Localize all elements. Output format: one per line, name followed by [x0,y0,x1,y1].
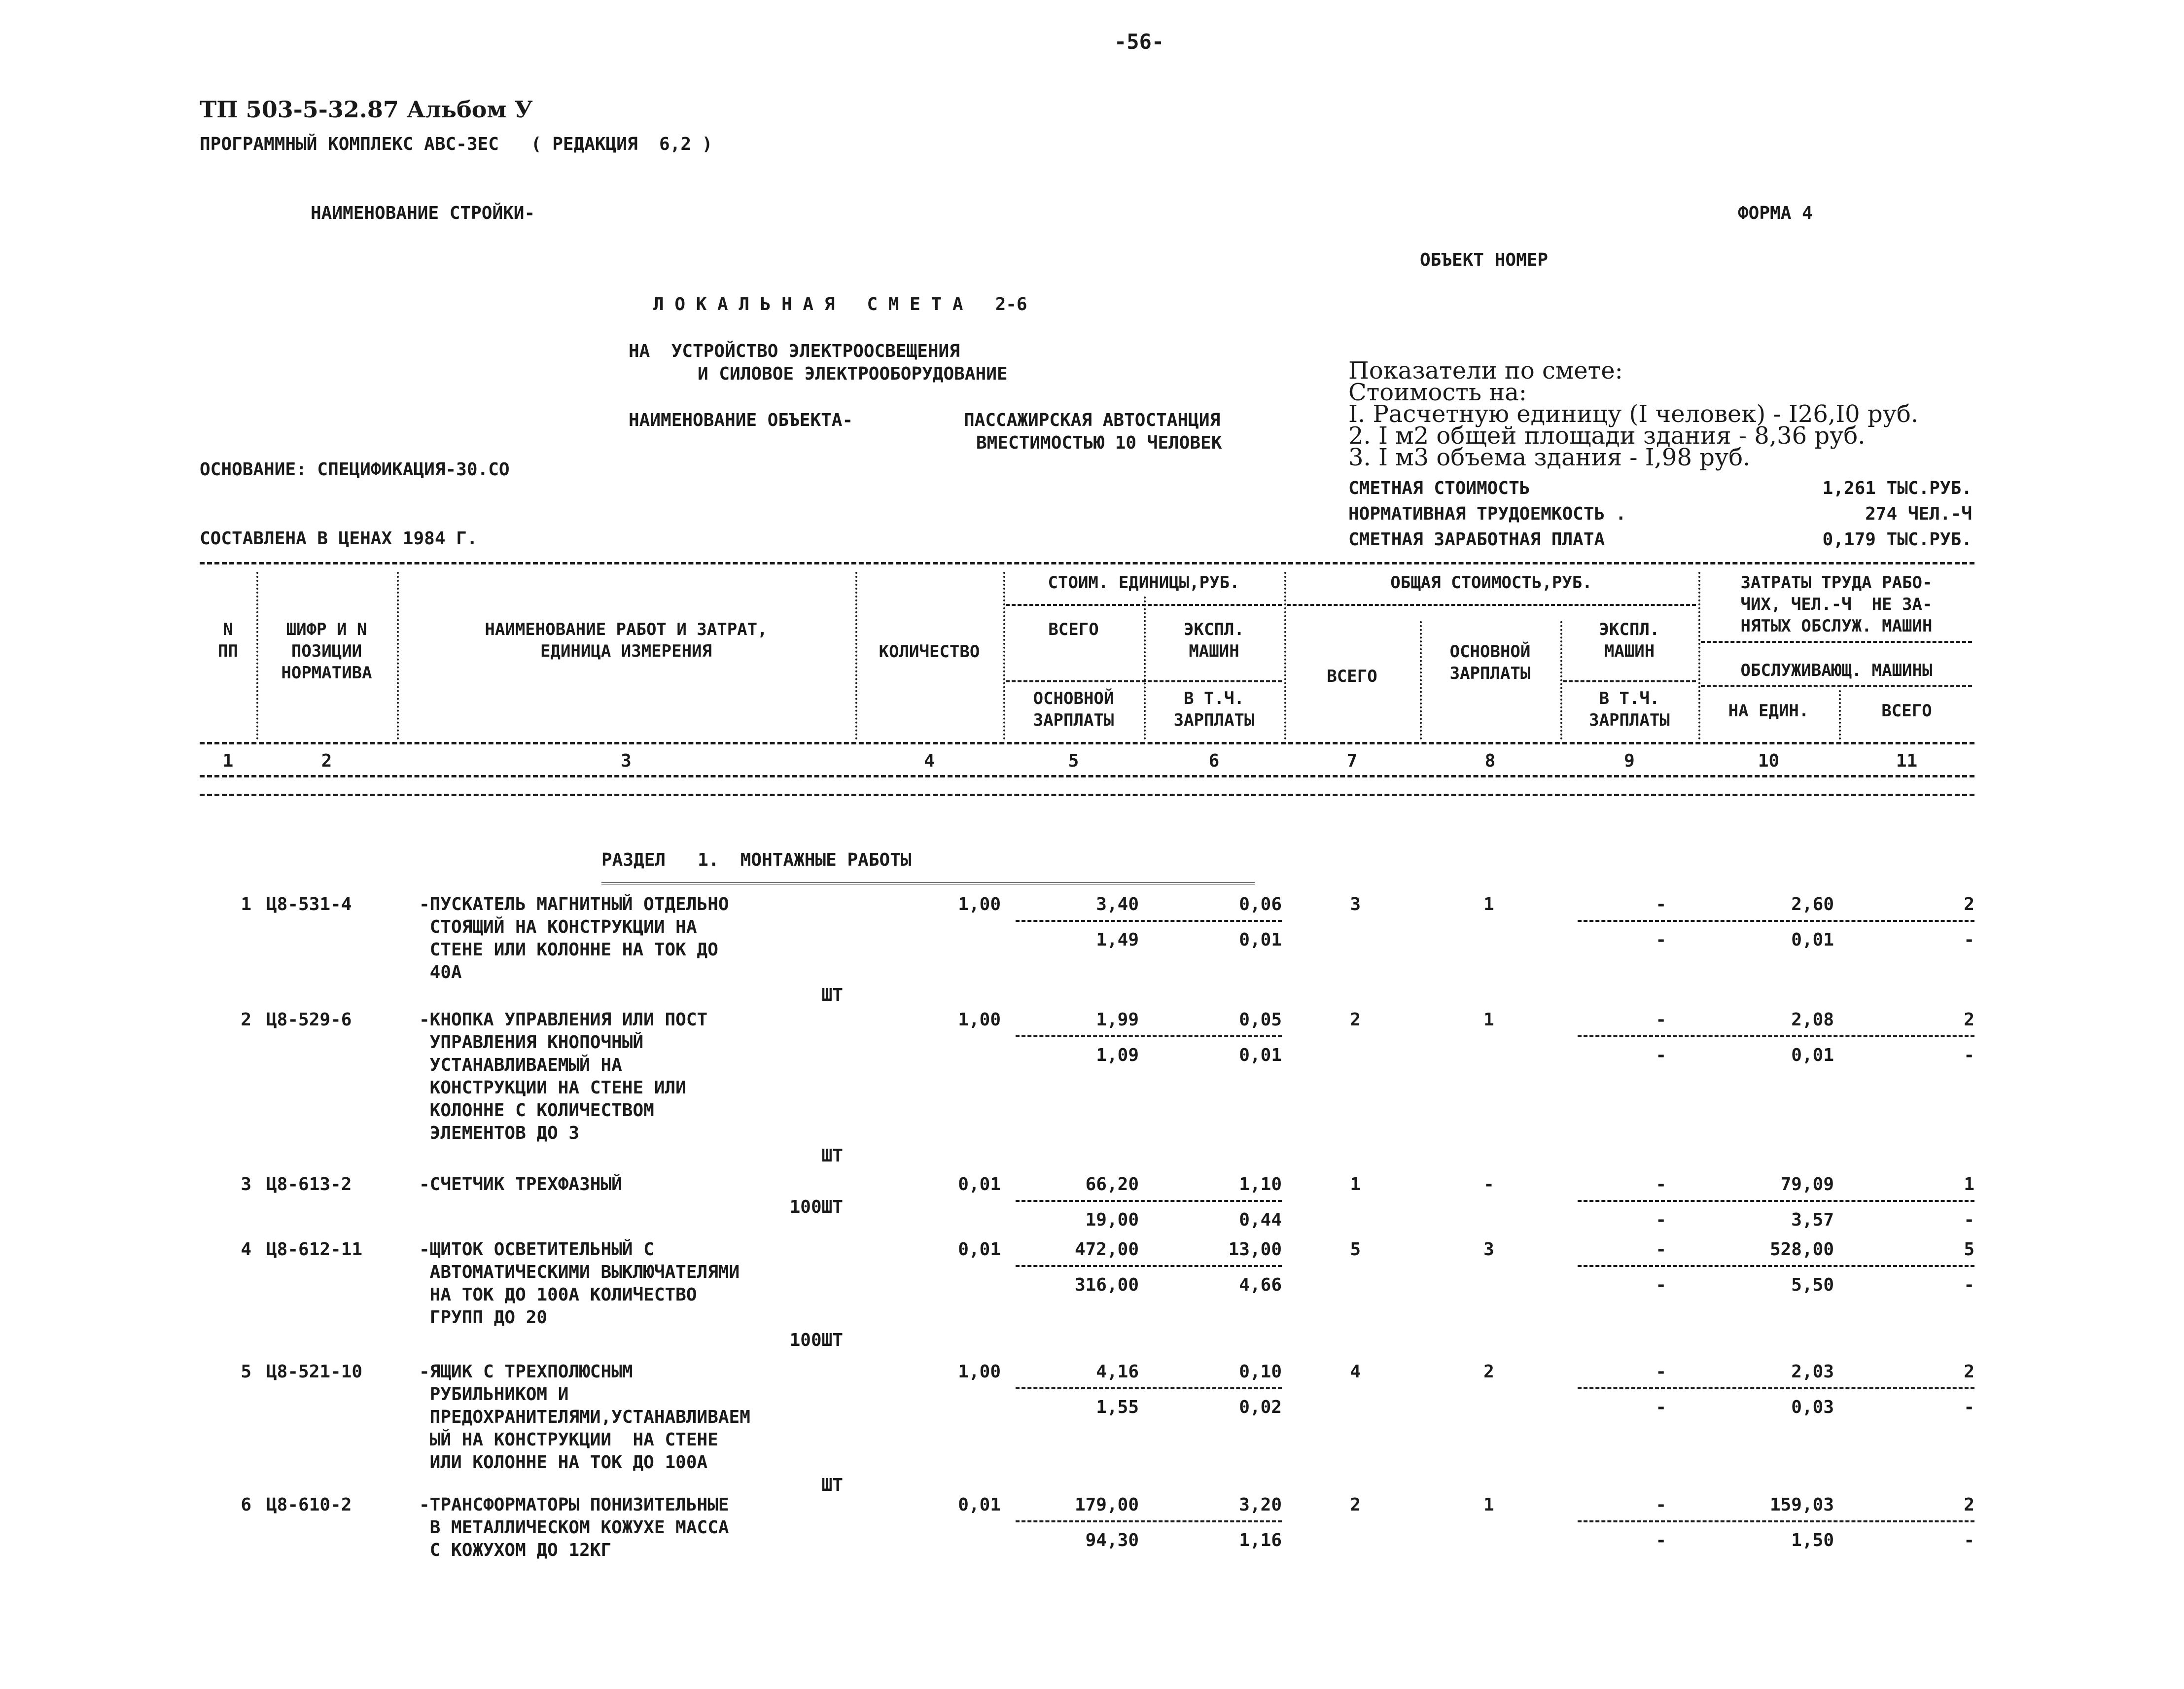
row-labor-all: 5 [1964,1239,1974,1260]
row-unit-total: 179,00 [1074,1495,1139,1515]
indicators-cost-on: Стоимость на: [1348,379,1527,406]
row-total-machine: - [1656,1495,1666,1515]
summary-label-labor: НОРМАТИВНАЯ ТРУДОЕМКОСТЬ . [1348,504,1626,524]
row-unit-total: 4,16 [1096,1362,1139,1382]
row-unit-total: 3,40 [1096,894,1139,915]
row-labor-unit-2: 1,50 [1791,1530,1834,1550]
row-code: Ц8-521-10 [266,1362,363,1382]
row-labor-all-2: - [1964,1275,1974,1295]
row-total-incl-wage: - [1656,930,1666,950]
hdr-total-cost-rule [1287,604,1696,606]
construction-label: НАИМЕНОВАНИЕ СТРОЙКИ- [311,203,535,223]
row-name: -ПУСКАТЕЛЬ МАГНИТНЫЙ ОТДЕЛЬНО СТОЯЩИЙ НА КОНСТРУКЦИИ НА СТЕНЕ ИЛИ КОЛОННЕ НА ТОК ДО 40А [419,894,729,983]
row-unit: ШТ [821,1146,843,1166]
row-unit-split [1016,1035,1282,1037]
row-quantity: 0,01 [958,1174,1001,1195]
col-num-8: 8 [1484,751,1496,771]
row-total-machine: - [1656,1239,1666,1260]
hdr-code: ШИФР И N ПОЗИЦИИ НОРМАТИВА [281,620,372,683]
hdr-quantity: КОЛИЧЕСТВО [879,642,980,662]
col-sep-6 [1284,572,1286,739]
row-labor-all-2: - [1964,1397,1974,1417]
row-name: -КНОПКА УПРАВЛЕНИЯ ИЛИ ПОСТ УПРАВЛЕНИЯ КНОПОЧНЫЙ УСТАНАВЛИВАЕМЫЙ НА КОНСТРУКЦИИ НА СТЕНЕ ИЛИ КОЛОННЕ С КОЛИЧЕСТВОМ ЭЛЕМЕНТОВ ДО 3 [419,1010,708,1143]
row-unit-split [1016,1387,1282,1389]
row-labor-unit: 79,09 [1780,1174,1834,1195]
row-total-machine: - [1656,1362,1666,1382]
col-num-11: 11 [1896,751,1918,771]
row-total-split [1578,1035,1974,1037]
row-labor-all: 2 [1964,1362,1974,1382]
row-labor-all-2: - [1964,930,1974,950]
row-code: Ц8-531-4 [266,894,352,915]
row-labor-all: 2 [1964,1010,1974,1030]
hdr-labor-rule [1701,641,1972,643]
row-total-base-wage: 1 [1483,894,1494,915]
row-labor-all: 2 [1964,1495,1974,1515]
summary-label-cost: СМЕТНАЯ СТОИМОСТЬ [1348,478,1530,498]
row-unit-machine: 0,10 [1239,1362,1282,1382]
hdr-total-all: ВСЕГО [1327,667,1377,686]
row-unit-split [1016,920,1282,922]
hdr-total-incl-wage: В Т.Ч. ЗАРПЛАТЫ [1589,689,1670,730]
row-labor-unit-2: 0,01 [1791,1045,1834,1065]
column-numbers-rule-2 [200,794,1974,796]
row-unit-incl-wage: 1,16 [1239,1530,1282,1550]
hdr-labor-rule-2 [1701,685,1972,687]
col-num-6: 6 [1208,751,1220,771]
row-total-incl-wage: - [1656,1210,1666,1230]
row-total-base-wage: 1 [1483,1495,1494,1515]
row-labor-all: 1 [1964,1174,1974,1195]
row-labor-unit: 2,08 [1791,1010,1834,1030]
row-total-base-wage: 1 [1483,1010,1494,1030]
row-unit-split [1016,1265,1282,1267]
album-stamp: ТП 503-5-32.87 Альбом У [200,96,533,123]
col-num-10: 10 [1758,751,1780,771]
row-total-machine: - [1656,894,1666,915]
hdr-labor: ЗАТРАТЫ ТРУДА РАБО- ЧИХ, ЧЕЛ.-Ч НЕ ЗА- НЯТЫХ ОБСЛУЖ. МАШИН [1740,573,1933,636]
purpose-line-2: И СИЛОВОЕ ЭЛЕКТРООБОРУДОВАНИЕ [698,364,1008,384]
summary-label-wage: СМЕТНАЯ ЗАРАБОТНАЯ ПЛАТА [1348,529,1605,550]
row-number: 5 [241,1362,251,1382]
object-name-line-2: ВМЕСТИМОСТЬЮ 10 ЧЕЛОВЕК [976,433,1222,453]
row-number: 3 [241,1174,251,1195]
header-bottom-rule [200,742,1974,744]
hdr-name: НАИМЕНОВАНИЕ РАБОТ И ЗАТРАТ, ЕДИНИЦА ИЗМЕРЕНИЯ [485,620,768,661]
row-labor-all-2: - [1964,1045,1974,1065]
hdr-unit-incl-wage: В Т.Ч. ЗАРПЛАТЫ [1173,689,1255,730]
col-num-2: 2 [321,751,332,771]
row-number: 4 [241,1239,251,1260]
row-total-all: 1 [1350,1174,1361,1195]
hdr-unit-cost-rule-2 [1006,680,1282,682]
summary-value-cost: 1,261 ТЫС.РУБ. [1822,478,1972,498]
row-total-all: 3 [1350,894,1361,915]
hdr-unit-cost-rule [1006,604,1282,606]
row-unit-incl-wage: 0,44 [1239,1210,1282,1230]
row-labor-unit: 159,03 [1769,1495,1834,1515]
hdr-unit-cost: СТОИМ. ЕДИНИЦЫ,РУБ. [1048,573,1240,593]
row-code: Ц8-613-2 [266,1174,352,1195]
indicator-line-3: 3. I м3 объема здания - I,98 руб. [1348,444,1751,471]
object-name-line-1: ПАССАЖИРСКАЯ АВТОСТАНЦИЯ [964,410,1221,430]
row-unit-base-wage: 1,49 [1096,930,1139,950]
row-unit-total: 66,20 [1085,1174,1139,1195]
row-total-incl-wage: - [1656,1275,1666,1295]
row-total-base-wage: - [1483,1174,1494,1195]
row-quantity: 1,00 [958,1010,1001,1030]
row-unit-incl-wage: 0,02 [1239,1397,1282,1417]
hdr-unit-total: ВСЕГО [1048,620,1099,639]
row-labor-unit-2: 0,03 [1791,1397,1834,1417]
object-name-label: НАИМЕНОВАНИЕ ОБЪЕКТА- [629,410,853,430]
column-numbers-rule-1 [200,775,1974,777]
row-name: -ТРАНСФОРМАТОРЫ ПОНИЗИТЕЛЬНЫЕ В МЕТАЛЛИЧЕСКОМ КОЖУХЕ МАССА С КОЖУХОМ ДО 12КГ [419,1495,729,1560]
row-unit-split [1016,1200,1282,1202]
row-total-all: 2 [1350,1495,1361,1515]
section-title: РАЗДЕЛ 1. МОНТАЖНЫЕ РАБОТЫ [601,850,912,870]
row-quantity: 1,00 [958,1362,1001,1382]
section-title-underline [601,882,1255,887]
hdr-unit-machine: ЭКСПЛ. МАШИН [1184,620,1244,661]
row-quantity: 0,01 [958,1239,1001,1260]
row-unit-incl-wage: 4,66 [1239,1275,1282,1295]
hdr-total-machine-rule [1563,680,1696,682]
row-unit: 100ШТ [789,1197,843,1217]
hdr-total-base-wage: ОСНОВНОЙ ЗАРПЛАТЫ [1449,642,1531,683]
col-num-3: 3 [621,751,632,771]
row-code: Ц8-612-11 [266,1239,363,1260]
col-num-1: 1 [222,751,234,771]
hdr-total-machine: ЭКСПЛ. МАШИН [1599,620,1660,661]
row-unit-split [1016,1520,1282,1522]
row-total-all: 2 [1350,1010,1361,1030]
row-unit: 100ШТ [789,1330,843,1350]
row-quantity: 0,01 [958,1495,1001,1515]
row-labor-all-2: - [1964,1210,1974,1230]
row-labor-unit: 2,03 [1791,1362,1834,1382]
row-total-split [1578,1200,1974,1202]
row-total-split [1578,1265,1974,1267]
row-unit-machine: 1,10 [1239,1174,1282,1195]
row-name: -СЧЕТЧИК ТРЕХФАЗНЫЙ [419,1174,622,1195]
row-total-machine: - [1656,1010,1666,1030]
row-total-incl-wage: - [1656,1530,1666,1550]
row-unit-total: 472,00 [1074,1239,1139,1260]
row-total-split [1578,1387,1974,1389]
indicator-line-2: 2. I м2 общей площади здания - 8,36 руб. [1348,422,1866,450]
indicator-line-1: I. Расчетную единицу (I человек) - I26,I0 руб. [1348,400,1919,428]
row-number: 2 [241,1010,251,1030]
row-labor-unit: 2,60 [1791,894,1834,915]
row-unit-machine: 0,05 [1239,1010,1282,1030]
row-total-base-wage: 3 [1483,1239,1494,1260]
row-unit-total: 1,99 [1096,1010,1139,1030]
col-num-9: 9 [1624,751,1635,771]
row-unit: ШТ [821,985,843,1005]
hdr-labor-all: ВСЕГО [1881,701,1932,721]
row-total-machine: - [1656,1174,1666,1195]
row-total-all: 4 [1350,1362,1361,1382]
table-top-rule [200,562,1974,564]
row-labor-unit-2: 3,57 [1791,1210,1834,1230]
row-unit-base-wage: 19,00 [1085,1210,1139,1230]
row-labor-unit-2: 5,50 [1791,1275,1834,1295]
row-unit: ШТ [821,1475,843,1495]
row-total-split [1578,920,1974,922]
row-labor-unit: 528,00 [1769,1239,1834,1260]
row-total-incl-wage: - [1656,1397,1666,1417]
hdr-unit-base-wage: ОСНОВНОЙ ЗАРПЛАТЫ [1033,689,1114,730]
indicators-title: Показатели по смете: [1348,357,1623,385]
row-labor-unit-2: 0,01 [1791,930,1834,950]
row-name: -ЩИТОК ОСВЕТИТЕЛЬНЫЙ С АВТОМАТИЧЕСКИМИ ВЫКЛЮЧАТЕЛЯМИ НА ТОК ДО 100А КОЛИЧЕСТВО ГРУПП ДО 20 [419,1239,740,1328]
row-unit-base-wage: 1,55 [1096,1397,1139,1417]
row-unit-incl-wage: 0,01 [1239,1045,1282,1065]
form-label: ФОРМА 4 [1738,203,1813,223]
row-unit-base-wage: 316,00 [1074,1275,1139,1295]
row-name: -ЯЩИК С ТРЕХПОЛЮСНЫМ РУБИЛЬНИКОМ И ПРЕДОХРАНИТЕЛЯМИ,УСТАНАВЛИВАЕМ ЫЙ НА КОНСТРУКЦИИ НА СТЕНЕ ИЛИ КОЛОННЕ НА ТОК ДО 100А [419,1362,750,1473]
hdr-npp: N ПП [218,620,238,661]
prices-year: СОСТАВЛЕНА В ЦЕНАХ 1984 Г. [200,528,478,549]
purpose-line-1: НА УСТРОЙСТВО ЭЛЕКТРООСВЕЩЕНИЯ [629,341,960,361]
row-labor-all-2: - [1964,1530,1974,1550]
row-code: Ц8-610-2 [266,1495,352,1515]
summary-value-wage: 0,179 ТЫС.РУБ. [1822,529,1972,550]
col-num-4: 4 [924,751,935,771]
row-number: 6 [241,1495,251,1515]
hdr-labor-unit: НА ЕДИН. [1728,701,1809,721]
row-code: Ц8-529-6 [266,1010,352,1030]
row-total-incl-wage: - [1656,1045,1666,1065]
hdr-total-cost: ОБЩАЯ СТОИМОСТЬ,РУБ. [1390,573,1592,593]
col-num-5: 5 [1068,751,1079,771]
page-number: -56- [1114,30,1164,54]
summary-value-labor: 274 ЧЕЛ.-Ч [1865,504,1972,524]
row-total-all: 5 [1350,1239,1361,1260]
basis: ОСНОВАНИЕ: СПЕЦИФИКАЦИЯ-30.СО [200,459,510,480]
row-unit-base-wage: 1,09 [1096,1045,1139,1065]
col-num-7: 7 [1346,751,1358,771]
object-number-label: ОБЪЕКТ НОМЕР [1420,250,1549,270]
estimate-title: Л О К А Л Ь Н А Я С М Е Т А 2-6 [653,294,1027,315]
row-unit-machine: 0,06 [1239,894,1282,915]
row-unit-incl-wage: 0,01 [1239,930,1282,950]
row-unit-machine: 3,20 [1239,1495,1282,1515]
row-unit-base-wage: 94,30 [1085,1530,1139,1550]
row-number: 1 [241,894,251,915]
row-total-base-wage: 2 [1483,1362,1494,1382]
row-total-split [1578,1520,1974,1522]
row-unit-machine: 13,00 [1228,1239,1282,1260]
program-line: ПРОГРАММНЫЙ КОМПЛЕКС АВС-ЗЕС ( РЕДАКЦИЯ 6,2 ) [200,134,713,154]
row-quantity: 1,00 [958,894,1001,915]
row-labor-all: 2 [1964,894,1974,915]
hdr-labor-sub: ОБСЛУЖИВАЮЩ. МАШИНЫ [1740,661,1933,680]
